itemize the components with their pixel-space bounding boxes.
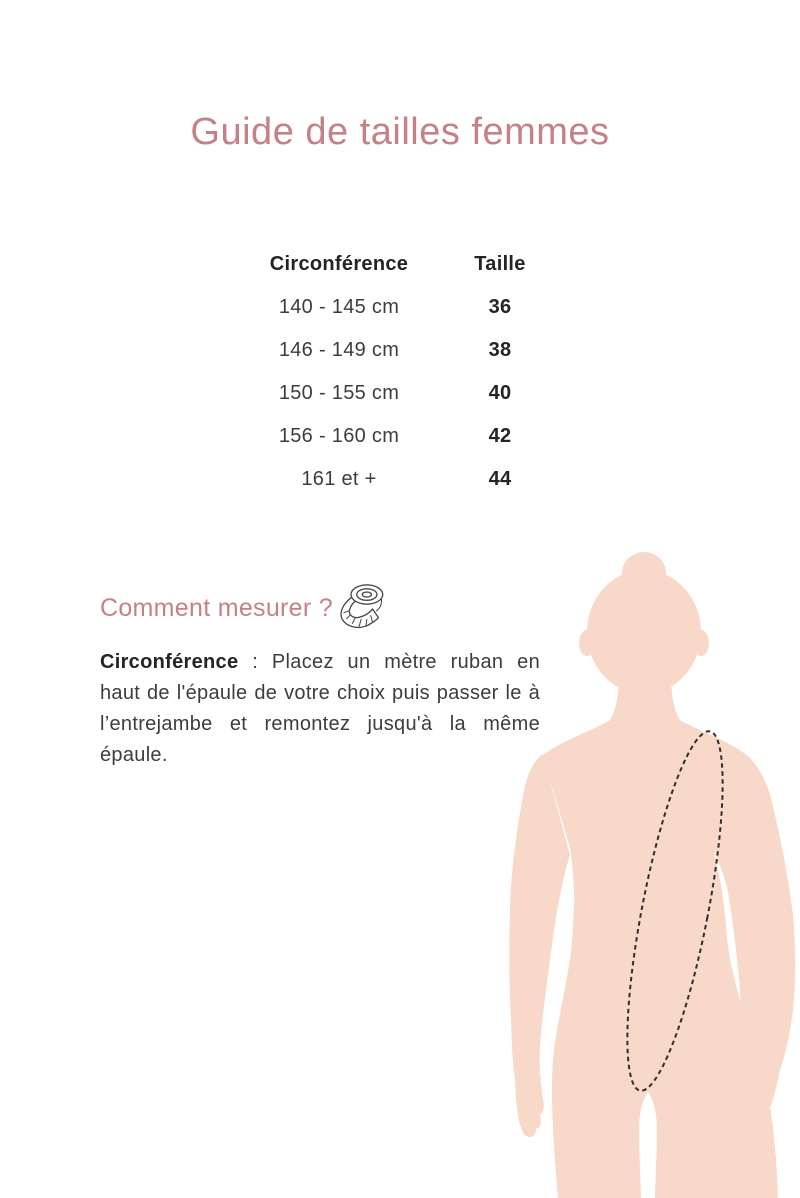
size-table: [239, 243, 561, 501]
table-row: [239, 286, 561, 329]
size-value: 44: [488, 468, 512, 490]
table-row: [239, 329, 561, 372]
table-row: [239, 458, 561, 501]
female-body-silhouette: [490, 540, 800, 1198]
instruction-line: l’entrejambe et remontez jusqu'à la même: [100, 713, 540, 735]
instruction-line: haut de l'épaule de votre choix puis passer le à: [100, 682, 540, 704]
size-value: 42: [488, 425, 512, 447]
circumference-value: 150 - 155 cm: [278, 382, 400, 404]
instruction-line: Circonférence : Placez un mètre ruban en: [100, 651, 540, 673]
size-value: 38: [488, 339, 512, 361]
instruction-line: épaule.: [100, 744, 168, 766]
table-row: [239, 415, 561, 458]
how-to-measure-heading: Comment mesurer ?: [100, 594, 333, 622]
instruction-keyword: Circonférence: [100, 651, 239, 673]
table-row: [239, 372, 561, 415]
measuring-instruction: [100, 647, 540, 771]
silhouette-ear-left: [579, 630, 595, 656]
tape-coil-inner: [362, 592, 371, 597]
size-value: 36: [488, 296, 512, 318]
size-column-header: Taille: [474, 253, 526, 275]
silhouette-ear-right: [693, 630, 709, 656]
circumference-column-header: Circonférence: [269, 253, 409, 275]
page-title: Guide de tailles femmes: [190, 111, 610, 153]
size-table-header-row: [239, 243, 561, 286]
measuring-tape-icon: [338, 582, 388, 634]
circumference-value: 161 et +: [301, 468, 377, 490]
circumference-value: 156 - 160 cm: [278, 425, 400, 447]
circumference-value: 140 - 145 cm: [278, 296, 400, 318]
circumference-value: 146 - 149 cm: [278, 339, 400, 361]
size-value: 40: [488, 382, 512, 404]
